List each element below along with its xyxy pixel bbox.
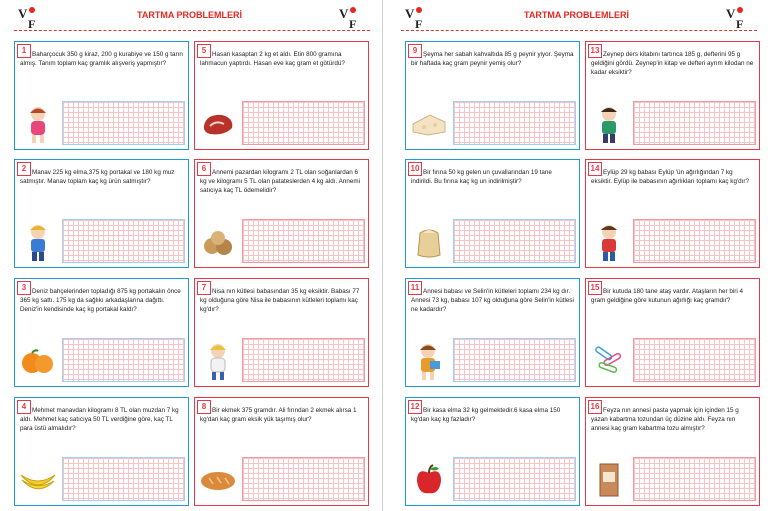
svg-text:V: V	[726, 6, 736, 21]
problem-number: 8	[197, 400, 211, 414]
problem-number: 5	[197, 44, 211, 58]
problem-text: Manav 225 kg elma,375 kg portakal ve 180 kg muz satmıştır. Manav toplam kaç kg ürün satmıştır?	[20, 169, 175, 185]
orange-icon	[18, 339, 58, 383]
problem-text: Hasan kasaptan 2 kg et aldı. Etin 800 gramına lahmacun yaptırdı. Hasan eve kaç gram et götürdü?	[200, 51, 345, 67]
problem-number: 9	[408, 44, 422, 58]
answer-grid[interactable]	[453, 101, 576, 145]
boy-icon	[589, 102, 629, 146]
problem-card-10	[405, 159, 580, 268]
banana-icon	[18, 458, 58, 502]
problem-number: 7	[197, 281, 211, 295]
problem-number: 4	[17, 400, 31, 414]
answer-grid[interactable]	[453, 457, 576, 501]
problem-text: Mehmet manavdan kilogramı 8 TL olan muzdan 7 kg aldı. Mehmet kaç satıcıya 50 TL verdiğine göre, kaç TL para üstü almalıdır?	[20, 407, 179, 432]
problem-text: Bir fırına 50 kg gelen un çuvallarından 19 tane indirildi. Bu fırına kaç kg un indirilmiştir?	[411, 169, 552, 185]
problem-text: Nisa nın kütlesi babasından 35 kg eksiktir. Babası 77 kg olduğuna göre Nisa ile babasının kütleleri toplamı kaç kg'dır?	[200, 288, 360, 313]
problem-card-5	[194, 41, 369, 150]
svg-text:F: F	[349, 17, 357, 30]
svg-text:V: V	[18, 6, 28, 21]
answer-grid[interactable]	[633, 101, 756, 145]
apple-icon	[409, 458, 449, 502]
problem-card-12	[405, 397, 580, 506]
svg-text:F: F	[415, 17, 423, 30]
problem-text: Annemi pazardan kilogramı 2 TL olan soğanlardan 6 kg ve kilogramı 5 TL olan patateslerden 4 kg aldı. Annemi satıcıya kaç TL ödemelidir?	[200, 169, 360, 194]
problem-text: Deniz bahçelerinden topladığı 875 kg portakalın önce 365 kg sattı. 175 kg da sağlıkı arkadaşlarına dağıttı. Deniz'in kendisinde kaç kg portakal kaldı?	[20, 288, 181, 313]
problem-card-9	[405, 41, 580, 150]
problem-card-3	[14, 278, 189, 387]
problem-card-6	[194, 159, 369, 268]
svg-text:V: V	[405, 6, 415, 21]
answer-grid[interactable]	[242, 457, 365, 501]
answer-grid[interactable]	[453, 219, 576, 263]
problem-text: Bir kutuda 180 tane ataş vardır. Ataşların her biri 4 gram geldiğine göre kutunun ağırlığı kaç gramdır?	[591, 288, 744, 304]
boy-icon	[18, 220, 58, 264]
problem-text: Bir ekmek 375 gramdır. Ali fırından 2 ekmek alırsa 1 kg'dan kaç gram eksik yük taşımış olur?	[200, 407, 357, 423]
answer-grid[interactable]	[62, 219, 185, 263]
answer-grid[interactable]	[242, 338, 365, 382]
flour-sack-icon	[409, 220, 449, 264]
header-divider	[14, 30, 370, 31]
problem-number: 13	[588, 44, 602, 58]
right-worksheet-page	[387, 0, 766, 511]
answer-grid[interactable]	[633, 219, 756, 263]
problem-card-15	[585, 278, 760, 387]
problem-number: 14	[588, 162, 602, 176]
problem-card-13	[585, 41, 760, 150]
answer-grid[interactable]	[633, 457, 756, 501]
girl-icon	[18, 102, 58, 146]
problem-card-16	[585, 397, 760, 506]
left-worksheet-page	[0, 0, 379, 511]
svg-text:F: F	[736, 17, 744, 30]
answer-grid[interactable]	[62, 457, 185, 501]
problem-number: 1	[17, 44, 31, 58]
page-title: TARTMA PROBLEMLERİ	[524, 10, 629, 20]
answer-grid[interactable]	[242, 101, 365, 145]
svg-text:V: V	[339, 6, 349, 21]
problem-number: 3	[17, 281, 31, 295]
problem-card-7	[194, 278, 369, 387]
cheese-icon	[409, 102, 449, 146]
problem-text: Eylüp 29 kg babası Eylüp 'ün ağırlığından 7 kg eksiktir. Eylüp ile babasının ağırlıkları toplamı kaç kg'dır?	[591, 169, 749, 185]
girl-reading-icon	[409, 339, 449, 383]
answer-grid[interactable]	[242, 219, 365, 263]
header-divider	[401, 30, 757, 31]
problem-number: 6	[197, 162, 211, 176]
problem-card-14	[585, 159, 760, 268]
problem-number: 10	[408, 162, 422, 176]
answer-grid[interactable]	[633, 338, 756, 382]
problem-text: Baharçocuk 350 g kiraz, 200 g kurabiye ve 150 g tarın almış. Tanım toplam kaç gramlık alışveriş yapmıştır?	[20, 51, 183, 67]
answer-grid[interactable]	[453, 338, 576, 382]
bread-icon	[198, 458, 238, 502]
page-divider	[382, 0, 383, 511]
meat-icon	[198, 102, 238, 146]
problem-number: 2	[17, 162, 31, 176]
problem-text: Bir kasa elma 32 kg gelmektedir.6 kasa elma 150 kg'dan kaç kg fazladır?	[411, 407, 561, 423]
girl-icon	[198, 339, 238, 383]
problem-number: 12	[408, 400, 422, 414]
problem-card-2	[14, 159, 189, 268]
problem-text: Zeynep ders kitabını tartınca 185 g, defterini 95 g geldiğini gördü. Zeynep'in kitap ve defteri ayrım kilodan ne kadar eksiktir?	[591, 51, 754, 76]
problem-number: 11	[408, 281, 422, 295]
problem-text: Şeyma her sabah kahvaltıda 85 g peynir yiyor. Şeyma bir haftada kaç gram peynir yemiş olur?	[411, 51, 574, 67]
problem-text: Feyza nın annesi pasta yapmak için içinden 15 g yazan kabartma tozundan üç düzine aldı. Feyza nın annesi kaç gram kabartma tozu almıştır?	[591, 407, 739, 432]
baking-powder-icon	[589, 458, 629, 502]
vegetables-icon	[198, 220, 238, 264]
problem-card-1	[14, 41, 189, 150]
paperclips-icon	[589, 339, 629, 383]
problem-card-4	[14, 397, 189, 506]
svg-text:F: F	[28, 17, 36, 30]
problem-card-11	[405, 278, 580, 387]
problem-number: 16	[588, 400, 602, 414]
problem-text: Annesi babası ve Selin'in kütleleri toplamı 234 kg dır. Annesi 73 kg, babası 107 kg olduğuna göre Selin'in kütlesi ne kadardır?	[411, 288, 574, 313]
answer-grid[interactable]	[62, 101, 185, 145]
boy-icon	[589, 220, 629, 264]
problem-card-8	[194, 397, 369, 506]
answer-grid[interactable]	[62, 338, 185, 382]
page-title: TARTMA PROBLEMLERİ	[137, 10, 242, 20]
problem-number: 15	[588, 281, 602, 295]
